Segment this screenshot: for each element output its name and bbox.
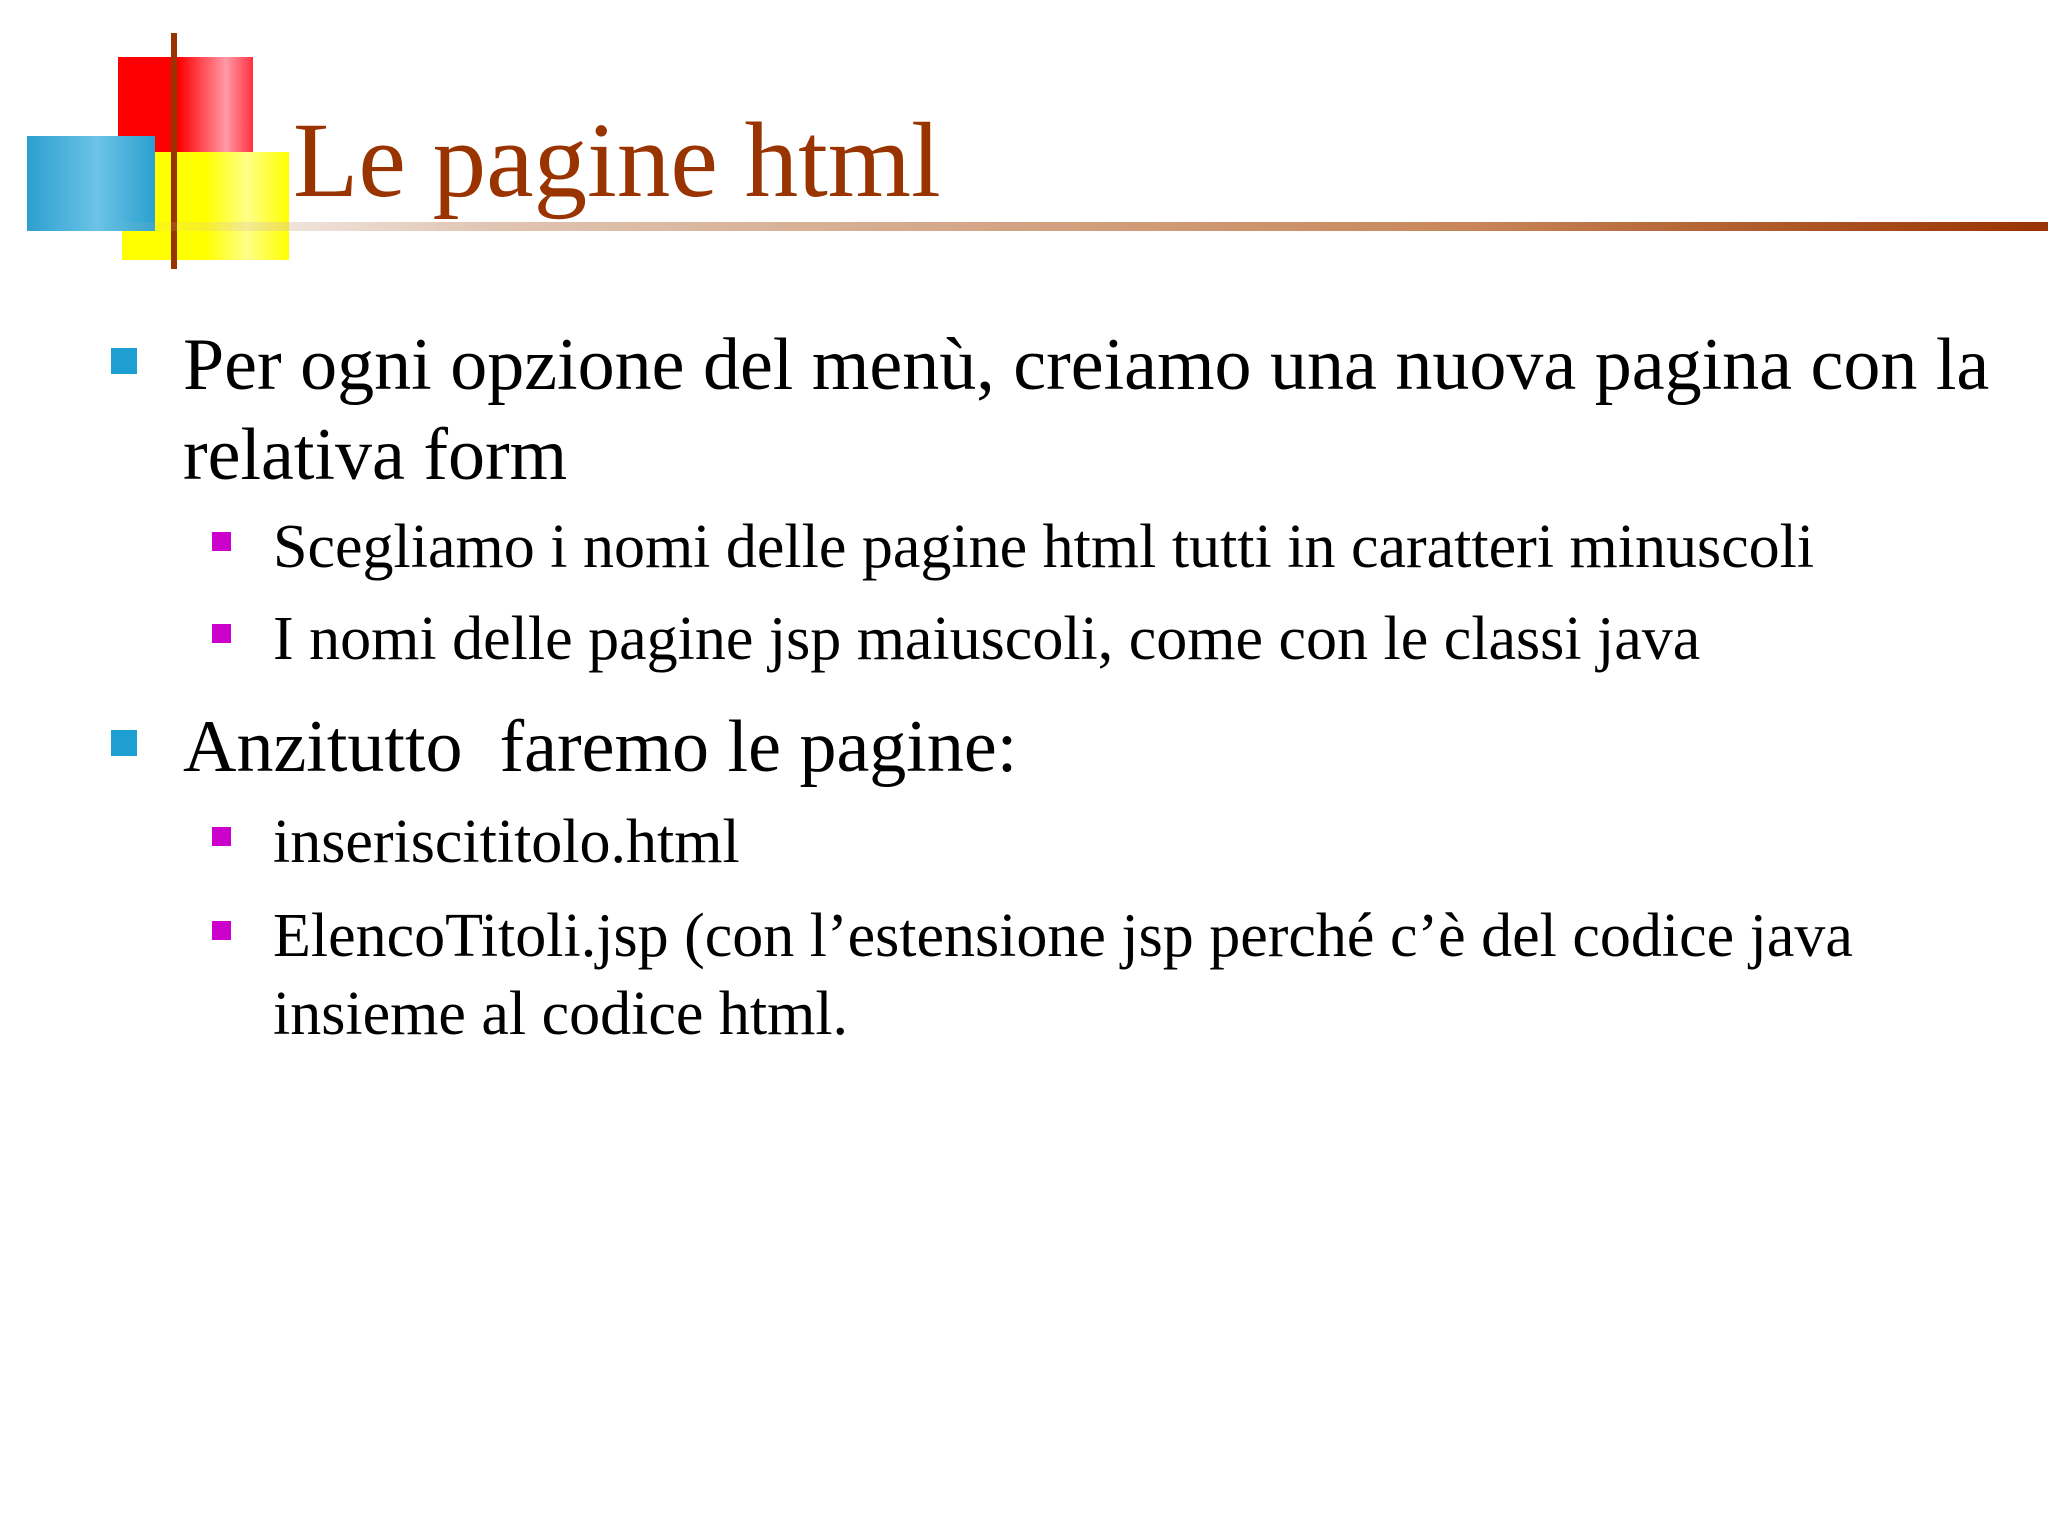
bullet-text: Anzitutto faremo le pagine: (183, 706, 1018, 788)
list-item (183, 320, 2003, 500)
vertical-accent-line (171, 33, 177, 269)
bullet-text: I nomi delle pagine jsp maiuscoli, come con le classi java (273, 605, 1701, 673)
bullet-text: ElencoTitoli.jsp (con l’estensione jsp perché c’è del codice java insieme al codice html. (273, 902, 1853, 1048)
slide-title: Le pagine html (293, 102, 941, 220)
bullet-text: Per ogni opzione del menù, creiamo una nuova pagina con la relativa form (183, 324, 1990, 496)
list-item (273, 803, 2033, 881)
blue-block (27, 136, 155, 231)
list-item (273, 600, 2033, 678)
small-square-bullet-icon (212, 624, 231, 643)
square-bullet-icon (111, 348, 137, 374)
small-square-bullet-icon (212, 827, 231, 846)
bullet-text: inseriscititolo.html (273, 808, 740, 876)
small-square-bullet-icon (212, 532, 231, 551)
bullet-text: Scegliamo i nomi delle pagine html tutti in caratteri minuscoli (273, 513, 1815, 581)
title-underline (105, 222, 2048, 231)
small-square-bullet-icon (212, 921, 231, 940)
list-item (273, 897, 2033, 1053)
color-blocks-logo-icon (0, 0, 330, 280)
list-item (273, 508, 2033, 586)
square-bullet-icon (111, 730, 137, 756)
list-item (183, 702, 2003, 792)
